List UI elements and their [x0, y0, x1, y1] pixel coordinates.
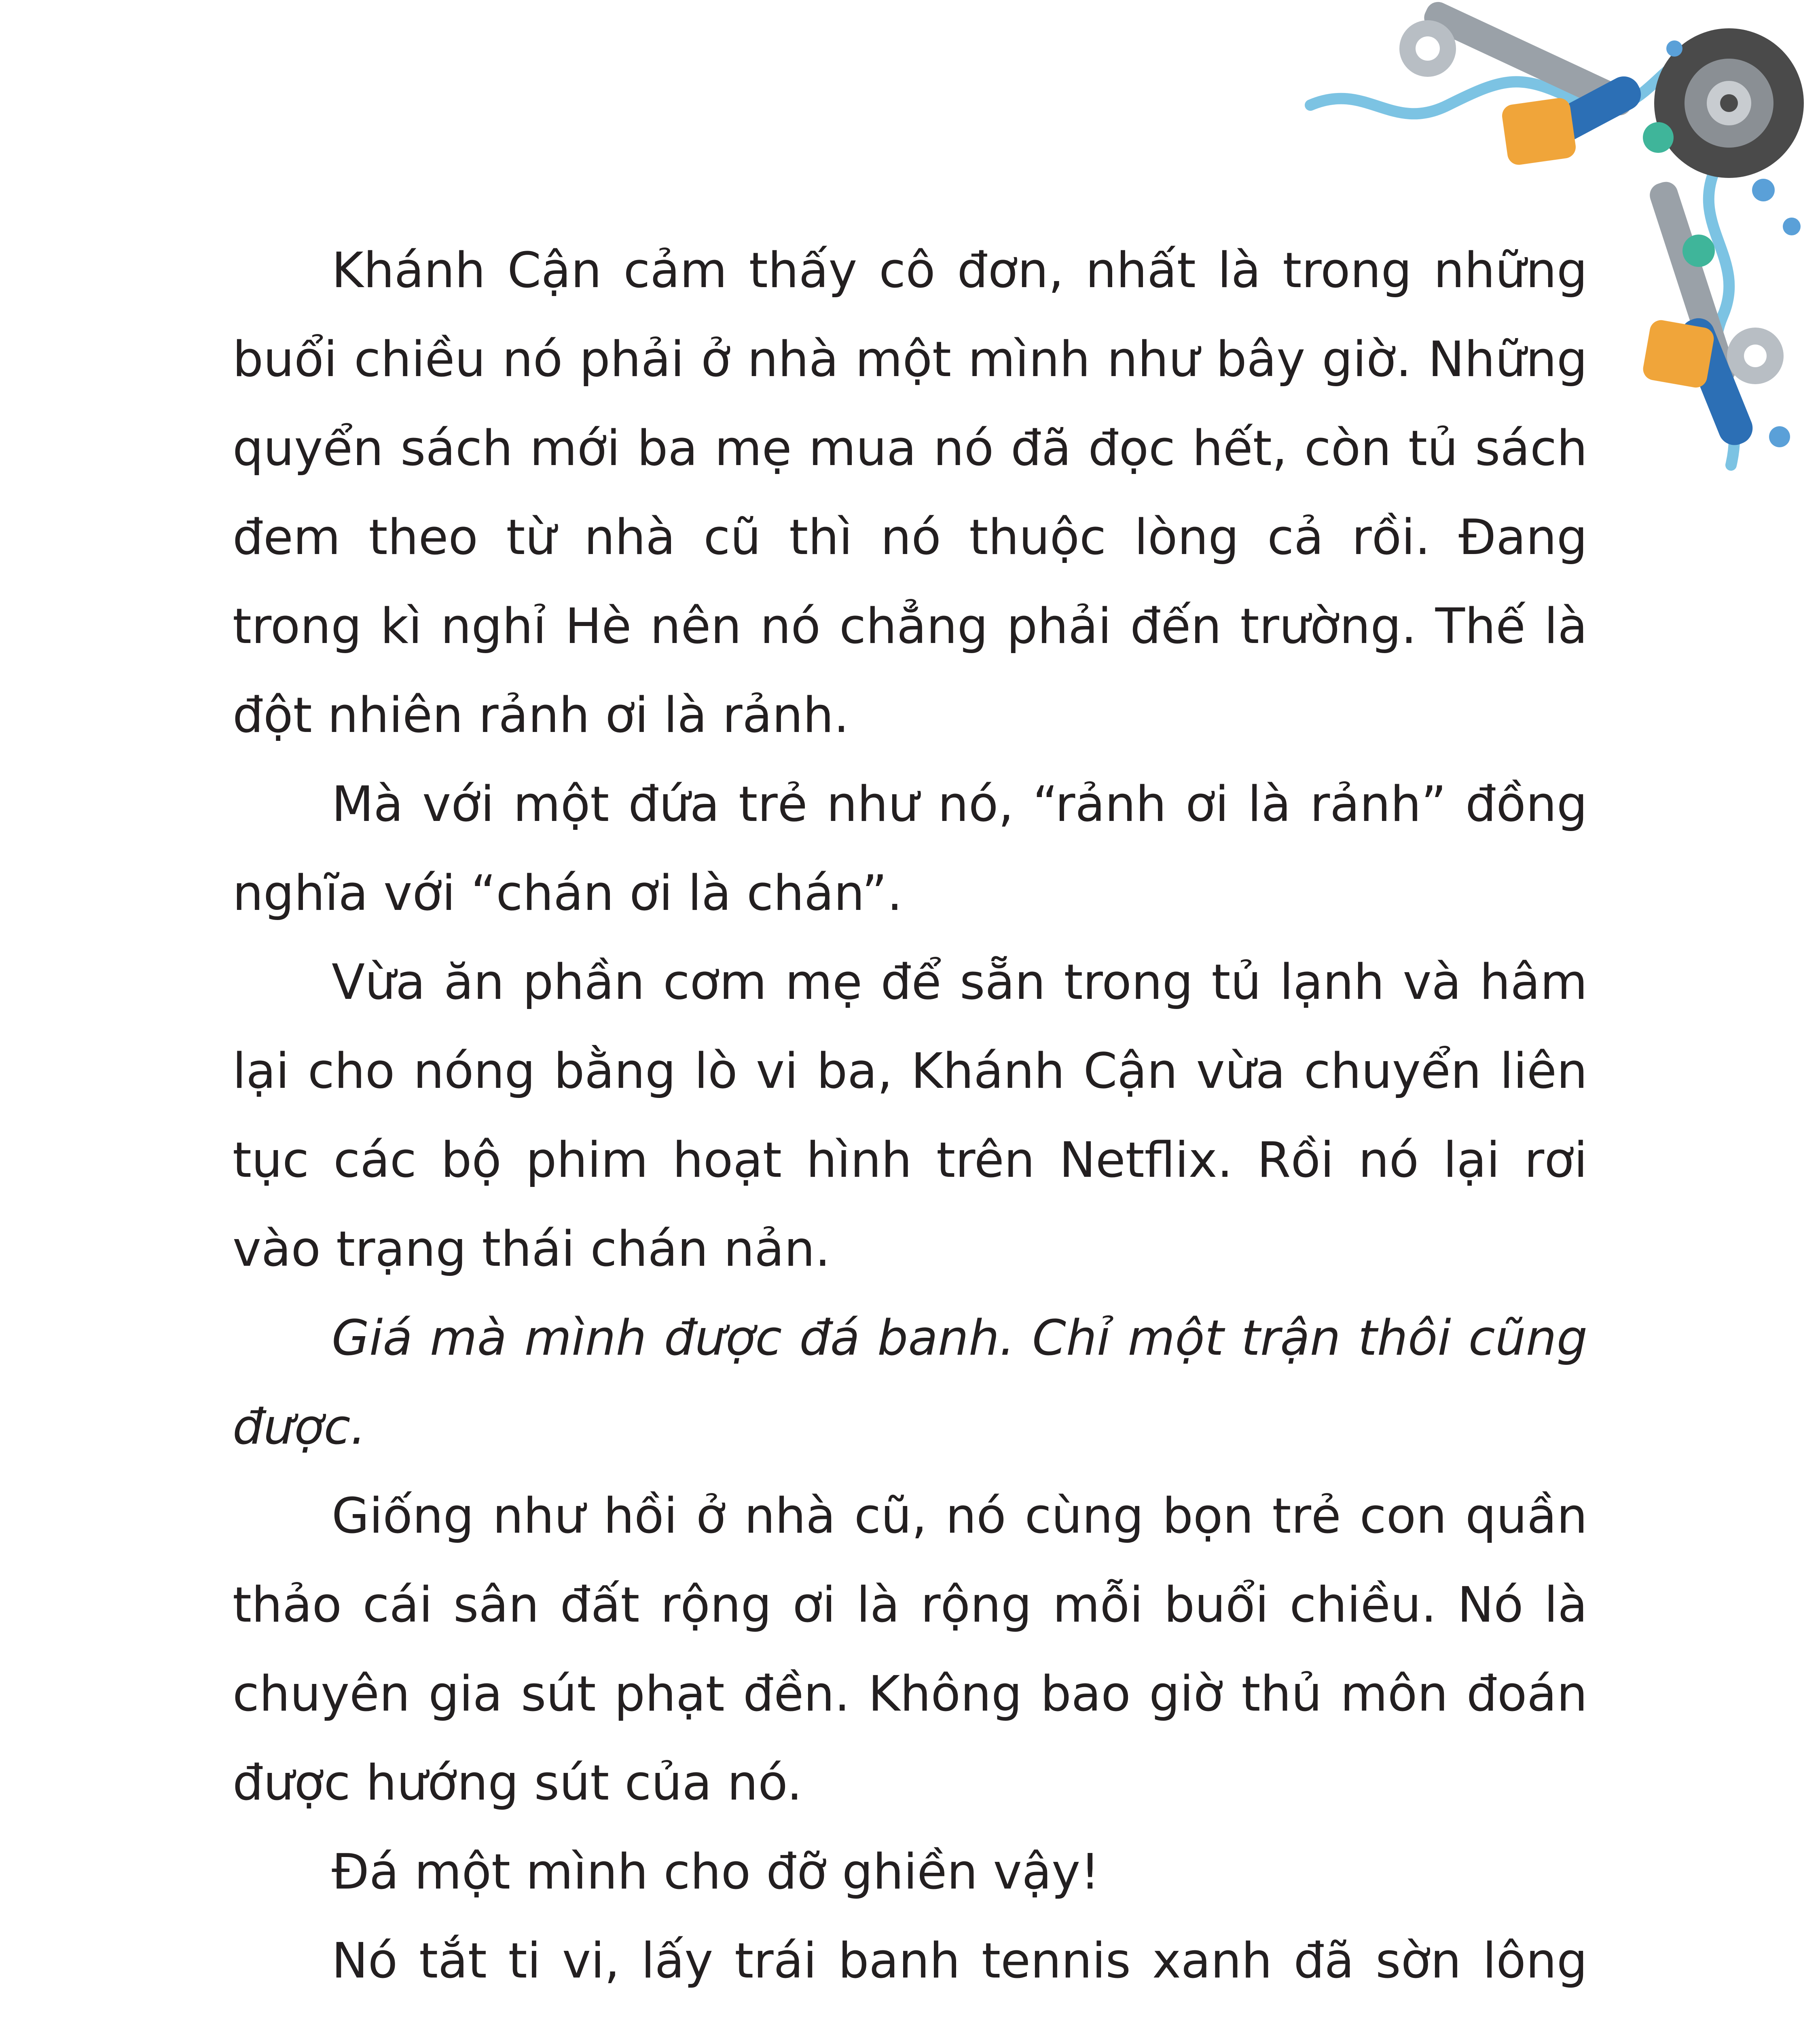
paragraph: Khánh Cận cảm thấy cô đơn, nhất là trong những buổi chiều nó phải ở nhà một mình như bây giờ. Những quyển sách mới ba mẹ mua nó đã đọc hết, còn tủ sách đem theo từ nhà cũ thì nó thuộc lòng cả rồi. Đang trong kì nghỉ Hè nên nó chẳng phải đến trường. Thế là đột nhiên rảnh ơi là rảnh. [233, 243, 1587, 744]
paragraph: Nó tắt ti vi, lấy trái banh tennis xanh đã sờn lông [332, 1933, 1587, 1989]
story-body [233, 226, 1587, 2022]
paragraph: Giống như hồi ở nhà cũ, nó cùng bọn trẻ con quần thảo cái sân đất rộng ơi là rộng mỗi buổi chiều. Nó là chuyên gia sút phạt đền. Không bao giờ thủ môn đoán được hướng sút của nó. [233, 1488, 1587, 1811]
paragraph: Mà với một đứa trẻ như nó, “rảnh ơi là rảnh” đồng nghĩa với “chán ơi là chán”. [233, 776, 1587, 922]
paragraph: Đá một mình cho đỡ ghiền vậy! [332, 1844, 1100, 1900]
italic-thought-paragraph: Giá mà mình được đá banh. Chỉ một trận thôi cũng được. [233, 1310, 1587, 1455]
paragraph: Vừa ăn phần cơm mẹ để sẵn trong tủ lạnh và hâm lại cho nóng bằng lò vi ba, Khánh Cận vừa chuyển liên tục các bộ phim hoạt hình trên Netflix. Rồi nó lại rơi vào trạng thái chán nản. [233, 954, 1587, 1277]
